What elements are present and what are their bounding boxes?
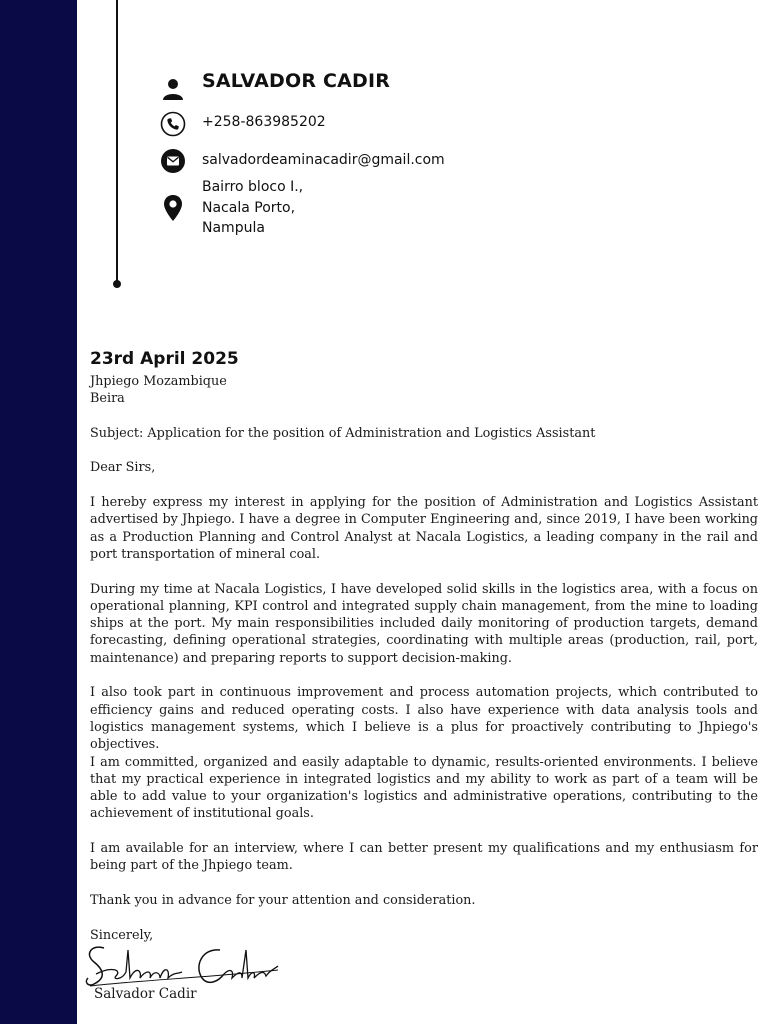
paragraph-1: I hereby express my interest in applying for the position of Administration and Logistics Assistant advertised by Jhpiego. I have a degree in Computer Engineering and, since 2019, I have been working as a Production Planning and Control Analyst at Nacala Logistics, a leading company in the rail and port transportation of mineral coal. xyxy=(90,495,758,562)
person-icon xyxy=(160,76,186,102)
contact-phone-row xyxy=(160,111,326,137)
mail-icon xyxy=(160,148,186,174)
letter-closing: Sincerely, xyxy=(90,927,154,943)
sidebar-band xyxy=(0,0,77,1024)
contact-email-row xyxy=(160,148,445,174)
contact-address-row xyxy=(160,179,304,236)
phone-icon xyxy=(160,111,186,137)
address-line-1: Bairro bloco I., xyxy=(202,179,304,195)
letter-salutation: Dear Sirs, xyxy=(90,460,156,476)
recipient-city: Beira xyxy=(90,391,125,407)
letter-subject: Subject: Application for the position of Administration and Logistics Assistant xyxy=(90,425,596,441)
email-address[interactable]: salvadordeaminacadir@gmail.com xyxy=(202,152,445,168)
signer-name: Salvador Cadir xyxy=(94,986,197,1002)
recipient-organization: Jhpiego Mozambique xyxy=(90,374,227,389)
letter-body xyxy=(90,348,758,944)
paragraph-4: I am committed, organized and easily adaptable to dynamic, results-oriented environments. I believe that my practical experience in integrated logistics and my ability to work as part of a team will be able to add value to your organization's logistics and administrative operations, contributing to the achievement of institutional goals. xyxy=(90,754,758,822)
address-block xyxy=(202,177,303,239)
address-line-2: Nacala Porto, xyxy=(202,199,296,216)
timeline-line xyxy=(116,0,118,284)
paragraph-5: I am available for an interview, where I can better present my qualifications and my enthusiasm for being part of the Jhpiego team. xyxy=(90,841,758,874)
phone-number[interactable]: +258-863985202 xyxy=(202,114,326,130)
letter-date: 23rd April 2025 xyxy=(90,349,239,369)
paragraph-2: During my time at Nacala Logistics, I have developed solid skills in the logistics area, with a focus on operational planning, KPI control and integrated supply chain management, from the mine to loading ships at the port. My main responsibilities included daily monitoring of production targets, demand forecasting, defining operational strategies, coordinating with multiple areas (production, rail, port, maintenance) and preparing reports to support decision-making. xyxy=(90,581,758,666)
location-pin-icon xyxy=(160,195,186,221)
contact-name-row xyxy=(160,70,391,102)
address-line-3: Nampula xyxy=(202,220,265,236)
paragraph-3: I also took part in continuous improvement and process automation projects, which contributed to efficiency gains and reduced operating costs. I also have experience with data analysis tools and logistics management systems, which I believe is a plus for proactively contributing to Jhpiego's objectives. xyxy=(90,685,758,753)
applicant-name: SALVADOR CADIR xyxy=(202,70,391,92)
paragraph-6: Thank you in advance for your attention and consideration. xyxy=(90,892,476,908)
timeline-dot xyxy=(113,280,121,288)
